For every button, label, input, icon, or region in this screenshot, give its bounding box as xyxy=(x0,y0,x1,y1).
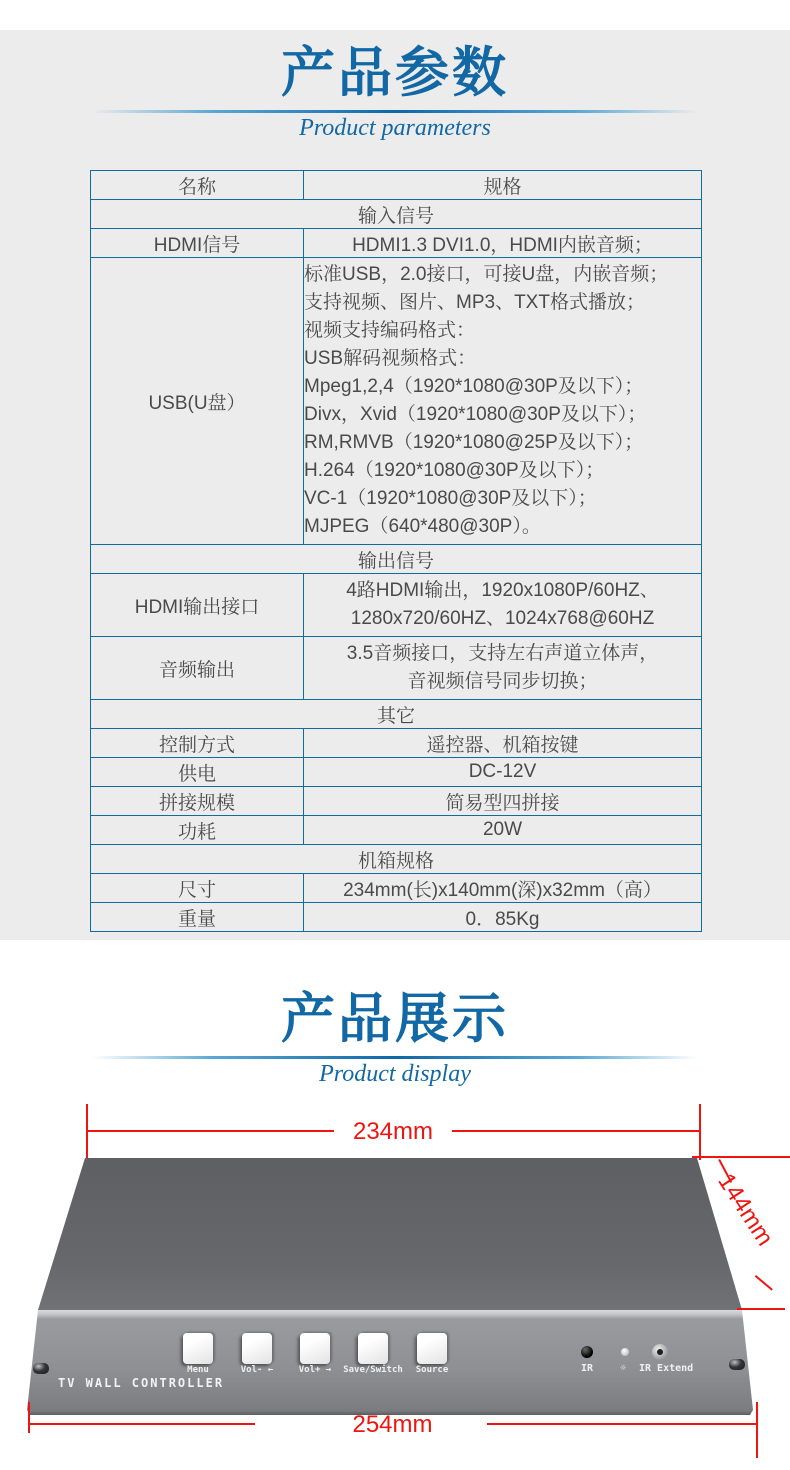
spec-section-label: 其它 xyxy=(91,700,702,729)
device-top-face xyxy=(38,1158,742,1310)
product-display-banner xyxy=(0,988,790,1088)
spec-row xyxy=(91,258,702,545)
spec-section-row xyxy=(91,845,702,874)
spec-header-row xyxy=(91,171,702,200)
spec-row-value: 3.5音频接口，支持左右声道立体声， 音视频信号同步切换； xyxy=(304,637,702,700)
device-panel-text: TV WALL CONTROLLER xyxy=(58,1376,225,1390)
dim-144-label: 144mm xyxy=(712,1168,779,1251)
vol-plus-button xyxy=(300,1333,330,1364)
left-screw-hole xyxy=(33,1363,49,1374)
section-subtitle-display: Product display xyxy=(319,1061,471,1087)
spec-row-label: HDMI信号 xyxy=(91,229,304,258)
jack-center xyxy=(657,1349,663,1355)
spec-row xyxy=(91,816,702,845)
spec-row-label: HDMI输出接口 xyxy=(91,574,304,637)
dim-144-bottom-line xyxy=(737,1308,785,1310)
spec-row xyxy=(91,787,702,816)
spec-row xyxy=(91,574,702,637)
spec-row-label: 重量 xyxy=(91,903,304,932)
spec-row-label: 控制方式 xyxy=(91,729,304,758)
banner-divider-2 xyxy=(92,1056,698,1059)
spec-row-value: 4路HDMI输出，1920x1080P/60HZ、 1280x720/60HZ、1024x768@60HZ xyxy=(304,574,702,637)
ir-receiver-icon xyxy=(581,1346,593,1358)
dim-254-line-left xyxy=(28,1423,255,1425)
spec-table-body xyxy=(91,171,702,932)
banner-divider xyxy=(92,110,698,113)
section-title-display: 产品展示 xyxy=(281,989,509,1049)
spec-row xyxy=(91,637,702,700)
product-parameters-banner xyxy=(0,42,790,142)
dim-144-top-line xyxy=(692,1156,790,1158)
dim-254-line-right xyxy=(487,1423,757,1425)
dim-234-label: 234mm xyxy=(352,1118,434,1145)
ir-extend-label: IR Extend xyxy=(639,1363,694,1374)
led-indicator-icon xyxy=(621,1348,629,1356)
menu-button-label: Menu xyxy=(187,1365,209,1375)
spec-section-label: 机箱规格 xyxy=(91,845,702,874)
dim-144-tick-bottom xyxy=(755,1275,773,1291)
spec-row-label: 音频输出 xyxy=(91,637,304,700)
dim-234-line-left xyxy=(86,1130,334,1132)
spec-row-label: 尺寸 xyxy=(91,874,304,903)
section-subtitle-params: Product parameters xyxy=(299,115,491,141)
spec-section-label: 输出信号 xyxy=(91,545,702,574)
spec-section-row xyxy=(91,545,702,574)
spec-row xyxy=(91,729,702,758)
spec-row-value: 简易型四拼接 xyxy=(304,787,702,816)
vol-plus-button-label: Vol+ → xyxy=(298,1365,332,1375)
spec-row-value: 标准USB，2.0接口，可接U盘，内嵌音频； 支持视频、图片、MP3、TXT格式播放； 视频支持编码格式： USB解码视频格式： Mpeg1,2,4（1920*1080@30P及以下）； Divx，Xvid（1920*1080@30P及以下）； RM,RMVB（1920*1080@25P及以下）； H.264（1920*1080@30P及以下）； VC-1（1920*1080@30P及以下）； MJPEG（640*480@30P）。 xyxy=(304,258,702,545)
spec-header-value: 规格 xyxy=(304,171,702,200)
dim-254-label: 254mm xyxy=(352,1411,433,1438)
spec-row-label: 功耗 xyxy=(91,816,304,845)
dim-234-line-right xyxy=(452,1130,700,1132)
spec-row-value: 遥控器、机箱按键 xyxy=(304,729,702,758)
menu-button xyxy=(183,1333,213,1364)
ir-label: IR xyxy=(581,1363,594,1374)
spec-row-label: 供电 xyxy=(91,758,304,787)
right-screw-hole xyxy=(729,1359,745,1370)
spec-header-name: 名称 xyxy=(91,171,304,200)
spec-table xyxy=(90,170,702,932)
spec-row xyxy=(91,874,702,903)
spec-row-value: 234mm(长)x140mm(深)x32mm（高） xyxy=(304,874,702,903)
save-switch-button xyxy=(358,1333,388,1364)
spec-row-value: DC-12V xyxy=(304,758,702,787)
led-sun-icon: ☼ xyxy=(620,1363,627,1374)
source-button-label: Source xyxy=(415,1365,449,1375)
spec-row xyxy=(91,903,702,932)
vol-minus-button-label: Vol- ← xyxy=(240,1365,274,1375)
spec-row-value: 0．85Kg xyxy=(304,903,702,932)
spec-section-row xyxy=(91,200,702,229)
source-button xyxy=(417,1333,447,1364)
vol-minus-button xyxy=(242,1333,272,1364)
dim-234-right-tick xyxy=(699,1104,701,1160)
spec-row-value: 20W xyxy=(304,816,702,845)
dim-254-left-tick xyxy=(28,1402,30,1433)
spec-row-value: HDMI1.3 DVI1.0，HDMI内嵌音频； xyxy=(304,229,702,258)
spec-row xyxy=(91,758,702,787)
dim-254-right-tick xyxy=(756,1402,758,1458)
save-switch-button-label: Save/Switch xyxy=(343,1365,403,1375)
section-title-params: 产品参数 xyxy=(281,43,509,103)
spec-row-label: USB(U盘） xyxy=(91,258,304,545)
spec-row-label: 拼接规模 xyxy=(91,787,304,816)
spec-section-row xyxy=(91,700,702,729)
ir-extend-jack-icon xyxy=(652,1344,668,1360)
spec-section-label: 输入信号 xyxy=(91,200,702,229)
spec-row xyxy=(91,229,702,258)
